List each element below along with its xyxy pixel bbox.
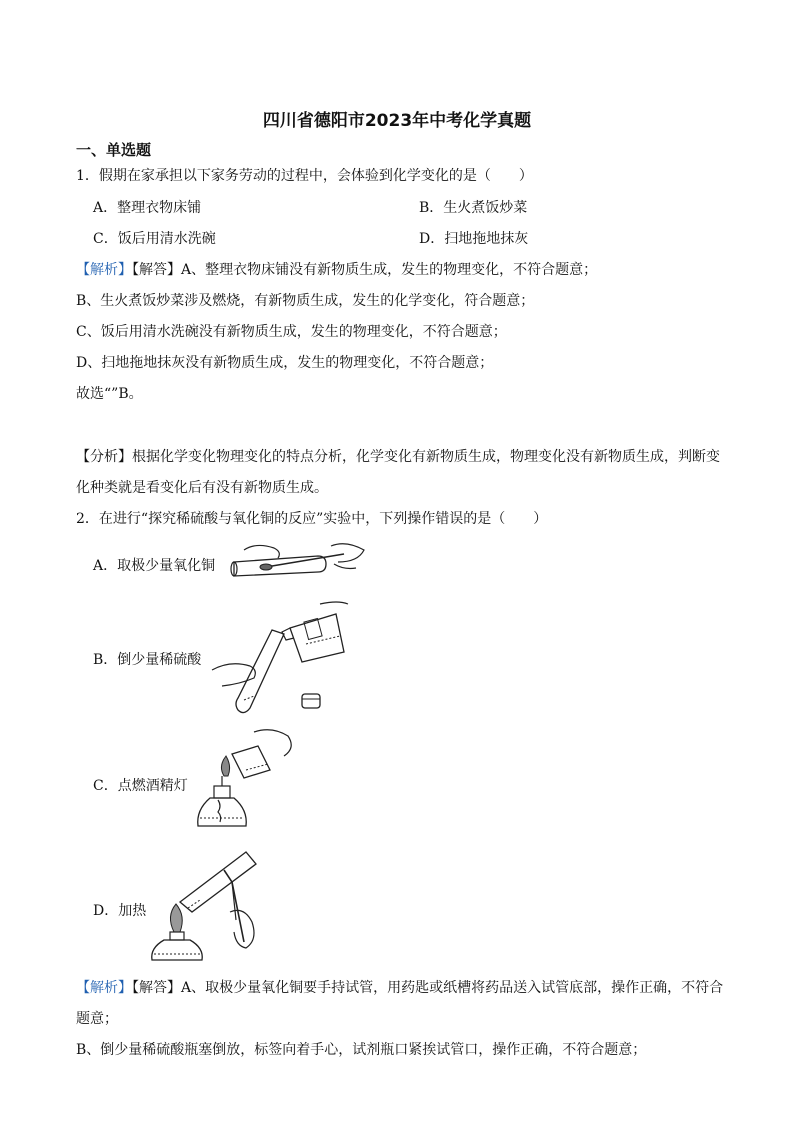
q1-stem: 1．假期在家承担以下家务劳动的过程中，会体验到化学变化的是（ ） [76,168,533,184]
section-heading-single-choice: 一、单选题 [76,141,152,159]
q2-option-a: A．取极少量氧化铜 [93,558,216,574]
q1-answer-line-3: C、饭后用清水洗碗没有新物质生成，发生的物理变化，不符合题意； [76,324,507,340]
q2-answer-line-3: B、倒少量稀硫酸瓶塞倒放，标签向着手心，试剂瓶口紧挨试管口，操作正确，不符合题意； [76,1042,647,1058]
q1-option-c: C．饭后用清水洗碗 [93,231,216,247]
q1-answer-line-4: D、扫地拖地抹灰没有新物质生成，发生的物理变化，不符合题意； [76,355,494,371]
figure-light-alcohol-lamp [188,726,298,836]
answer-tag: 【解析】 [76,262,132,278]
q1-answer-line-5: 故选“”B。 [76,386,143,402]
q2-stem: 2．在进行“探究稀硫酸与氧化铜的反应”实验中，下列操作错误的是（ ） [76,511,548,527]
figure-heating-test-tube [148,850,260,962]
q2-answer-line-2: 题意； [76,1011,118,1027]
q2-option-b: B．倒少量稀硫酸 [93,652,202,668]
q1-answer-line-2: B、生火煮饭炒菜涉及燃烧，有新物质生成，发生的化学变化，符合题意； [76,293,535,309]
q1-analysis-line-2: 化种类就是看变化后有没有新物质生成。 [76,480,328,496]
q2-option-c: C．点燃酒精灯 [93,778,188,794]
q1-option-a: A．整理衣物床铺 [93,200,202,216]
q1-analysis-line-1: 【分析】根据化学变化物理变化的特点分析，化学变化有新物质生成，物理变化没有新物质生成，判断变 [76,449,720,465]
figure-pour-dilute-sulfuric-acid [210,600,350,718]
q1-answer-line-1 [76,260,597,280]
answer-tag: 【解析】 [76,980,132,996]
q1-option-b: B．生火煮饭炒菜 [419,200,528,216]
q1-answer-text-1: 【解答】A、整理衣物床铺没有新物质生成，发生的物理变化，不符合题意； [132,262,598,278]
q2-option-d: D．加热 [93,903,147,919]
q2-answer-line-1 [76,978,723,998]
figure-take-copper-oxide [226,540,366,590]
page-title: 四川省德阳市2023年中考化学真题 [262,111,532,131]
q1-option-d: D．扫地拖地抹灰 [419,231,529,247]
q2-answer-text-1: 【解答】A、取极少量氧化铜要手持试管，用药匙或纸槽将药品送入试管底部，操作正确，不符合 [132,980,724,996]
